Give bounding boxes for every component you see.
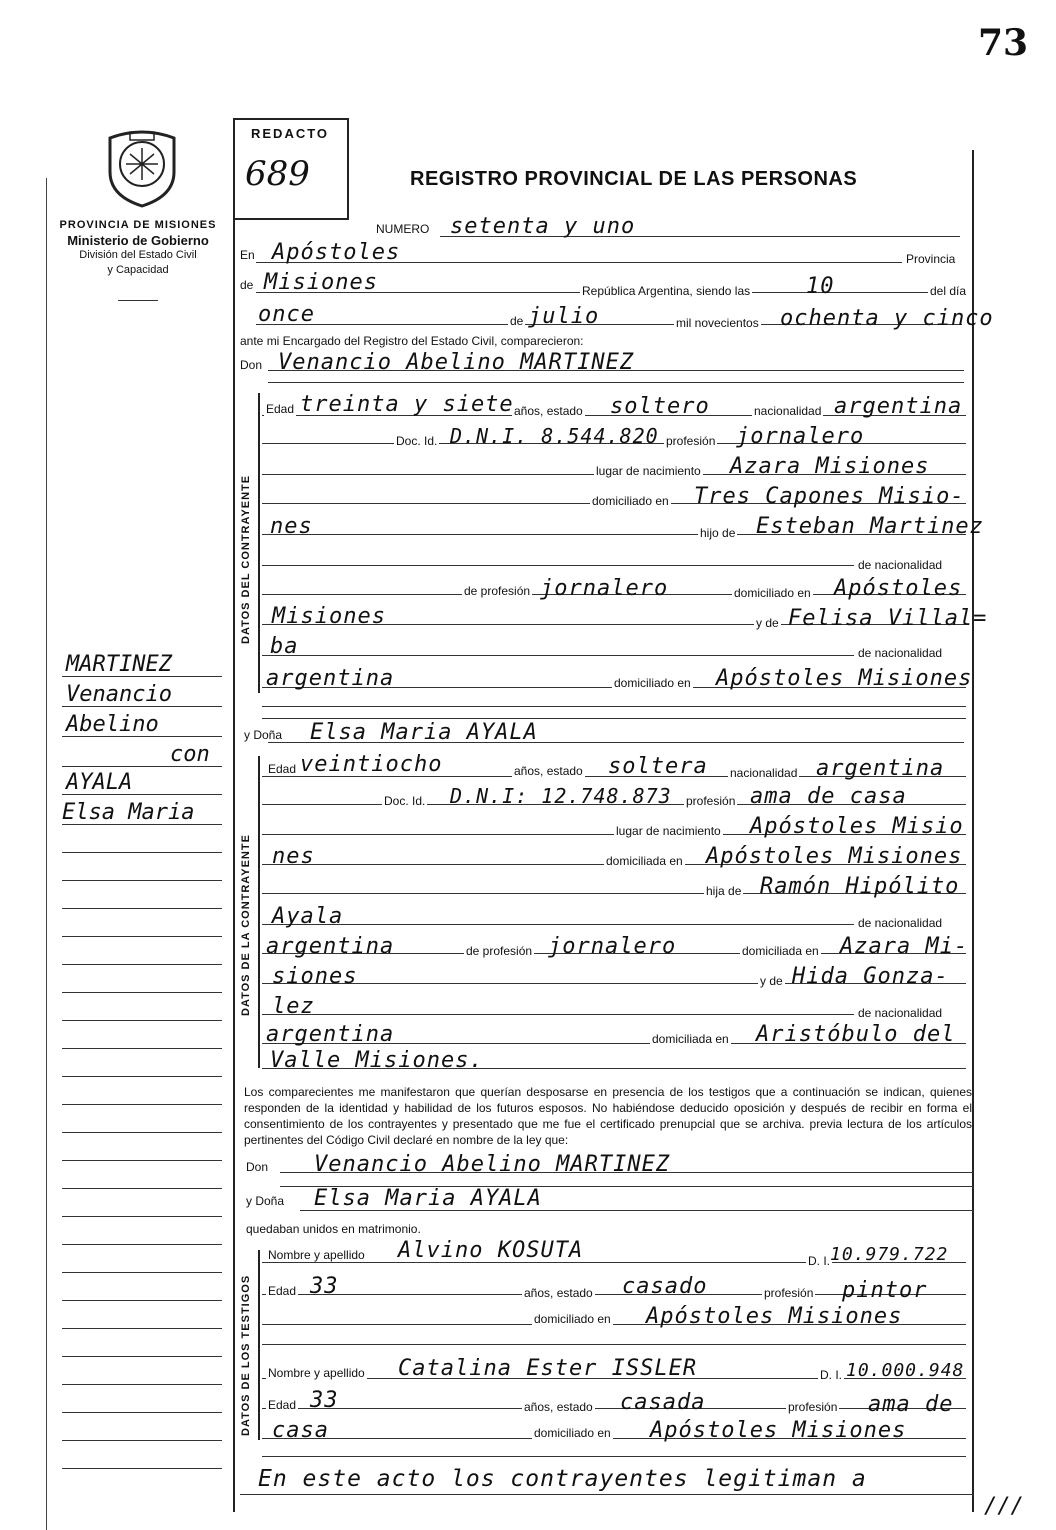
mes-value: julio (528, 304, 600, 329)
margin-rule (62, 1020, 222, 1021)
c-estado-value: soltero (610, 394, 710, 419)
margin-rule (62, 1104, 222, 1105)
contrayente-bracket (258, 393, 260, 693)
c-madre-label: y de (756, 616, 779, 630)
en-label: En (240, 248, 255, 262)
republica-label: República Argentina, siendo las (582, 284, 751, 298)
last-line-value: En este acto los contrayentes legitiman a (258, 1466, 867, 1492)
c-madre-dom-label: domiciliado en (614, 676, 691, 690)
e-madre2-value: lez (272, 994, 315, 1019)
margin-rule (62, 1076, 222, 1077)
e-nac-label: nacionalidad (730, 766, 798, 780)
e-madre-dom-label: domiciliada en (652, 1032, 729, 1046)
t2-di-label: D. I. (820, 1368, 843, 1382)
margin-rule (62, 824, 222, 825)
margin-rule (62, 1188, 222, 1189)
c-dom-label: domiciliado en (592, 494, 669, 508)
org-line-2: Ministerio de Gobierno (67, 233, 209, 248)
t1-di-label: D. I. (808, 1254, 831, 1268)
margin-rule (62, 1356, 222, 1357)
c-padre-prof-label: de profesión (464, 584, 531, 598)
e-madre-nac-value: argentina (266, 1022, 395, 1047)
declaration-paragraph: Los comparecientes me manifestaron que querían desposarse en presencia de los testigos que a continuación se indican, quienes responden de la identidad y habilidad de los futuros esposos. No habiéndose deducido oposición y después de recibir en forma el consentimiento de los contrayentes y presentado que me fue el certificado prenupcial que se archiva. previa lectura de los artículos pertinentes del Código Civil declaré en nombre de la ley que: (244, 1085, 972, 1147)
margin-rule (62, 1160, 222, 1161)
e-madre-label: y de (760, 974, 783, 988)
e-madre1-value: Hida Gonza- (792, 964, 949, 989)
e-padre-dom2-value: siones (272, 964, 358, 989)
t2-anos-label: años, estado (524, 1400, 593, 1414)
don-label: Don (240, 358, 263, 372)
e-madre-dom2-value: Valle Misiones. (270, 1048, 484, 1073)
margin-rule (62, 1440, 222, 1441)
c-padre-dom-label: domiciliado en (734, 586, 811, 600)
rule (262, 565, 854, 566)
c-madre-nac-value: argentina (266, 666, 395, 691)
rule (262, 1014, 854, 1015)
margin-rule (62, 736, 222, 737)
margin-note-3: Abelino (66, 712, 159, 737)
right-border (972, 150, 974, 1512)
t1-anos-label: años, estado (524, 1286, 593, 1300)
margin-rule (62, 1300, 222, 1301)
hora-value: 10 (806, 274, 835, 299)
t1-nombre-label: Nombre y apellido (268, 1248, 365, 1262)
footer-mark: /// (984, 1494, 1024, 1519)
rule (262, 1344, 966, 1345)
e-padre-dom1-value: Azara Mi- (840, 934, 969, 959)
don2-label: Don (246, 1160, 269, 1174)
e-padre-prof-value: jornalero (548, 934, 677, 959)
c-edad-label: Edad (266, 402, 295, 416)
margin-rule (62, 676, 222, 677)
margin-note-2: Venancio (66, 682, 172, 707)
margin-rule (62, 908, 222, 909)
rule (262, 655, 854, 656)
c-padre-dom2-value: Misiones (272, 604, 386, 629)
e-dom-value: Apóstoles Misiones (706, 844, 963, 869)
margin-rule (62, 1132, 222, 1133)
rule (268, 382, 964, 383)
c-hijo-label: hijo de (700, 526, 736, 540)
e-lugar1-value: Apóstoles Misio (750, 814, 964, 839)
margin-rule (62, 1468, 222, 1469)
c-anos-label: años, estado (514, 404, 583, 418)
c-edad-value: treinta y siete (300, 392, 514, 417)
redacto-box (233, 118, 349, 220)
org-line-4: y Capacidad (107, 264, 169, 276)
t1-prof-value: pintor (842, 1278, 928, 1303)
contrayenta-side-label: DATOS DE LA CONTRAYENTE (240, 834, 252, 1016)
t1-dom-value: Apóstoles Misiones (646, 1304, 903, 1329)
margin-rule (62, 992, 222, 993)
t2-prof-label: profesión (788, 1400, 838, 1414)
e-lugar-label: lugar de nacimiento (616, 824, 721, 838)
e-edad-label: Edad (268, 762, 297, 776)
e-padre-nac-value: argentina (266, 934, 395, 959)
org-divider (118, 300, 158, 301)
testigos-bracket (258, 1250, 260, 1440)
margin-note-6: Elsa Maria (62, 800, 195, 825)
margin-rule (62, 1328, 222, 1329)
c-prof-value: jornalero (736, 424, 865, 449)
e-padre-nac-label: de nacionalidad (858, 916, 943, 930)
e-dom-label: domiciliada en (606, 854, 683, 868)
margin-rule (62, 706, 222, 707)
c-doc-value: D.N.I. 8.544.820 (450, 424, 659, 448)
redacto-value: 689 (245, 154, 310, 194)
c-madre2-value: ba (270, 634, 299, 659)
margin-rule (62, 1216, 222, 1217)
provincia-value: Misiones (264, 270, 378, 295)
anio-value: ochenta y cinco (780, 306, 994, 331)
t1-prof-label: profesión (764, 1286, 814, 1300)
redacto-label: REDACTO (251, 126, 330, 141)
margin-rule (62, 880, 222, 881)
t2-prof2-value: casa (272, 1418, 329, 1443)
del-dia-label: del día (930, 284, 967, 298)
e-madre-dom1-value: Aristóbulo del (756, 1022, 956, 1047)
c-doc-label: Doc. Id. (396, 434, 438, 448)
t1-dom-label: domiciliado en (534, 1312, 611, 1326)
lugar-value: Apóstoles (272, 240, 401, 265)
c-padre-value: Esteban Martinez (756, 514, 984, 539)
e-edad-value: veintiocho (300, 752, 443, 777)
margin-rule (62, 794, 222, 795)
contrayente-side-label: DATOS DEL CONTRAYENTE (240, 474, 252, 644)
e-hija-label: hija de (706, 884, 742, 898)
rule (262, 718, 966, 719)
dona-value: Elsa Maria AYALA (310, 720, 538, 745)
rule (262, 1456, 966, 1457)
t2-nombre-value: Catalina Ester ISSLER (398, 1356, 698, 1381)
rule (262, 924, 854, 925)
e-doc-label: Doc. Id. (384, 794, 426, 808)
provincia-label: Provincia (906, 252, 956, 266)
margin-note-5: AYALA (66, 770, 133, 795)
margin-rule (62, 1048, 222, 1049)
e-padre2-value: Ayala (272, 904, 344, 929)
e-estado-value: soltera (608, 754, 708, 779)
dona-label: y Doña (244, 728, 283, 742)
t2-estado-value: casada (620, 1390, 706, 1415)
rule (262, 1408, 966, 1409)
t1-di-value: 10.979.722 (830, 1244, 949, 1265)
dona2-label: y Doña (246, 1194, 285, 1208)
margin-rule (62, 1244, 222, 1245)
c-padre-prof-value: jornalero (540, 576, 669, 601)
margin-rule (62, 852, 222, 853)
t1-edad-label: Edad (268, 1284, 297, 1298)
mil-label: mil novecientos (676, 316, 759, 330)
org-line-1: PROVINCIA DE MISIONES (59, 219, 217, 231)
e-prof-label: profesión (686, 794, 736, 808)
t2-prof1-value: ama de (868, 1392, 954, 1417)
don-value: Venancio Abelino MARTINEZ (278, 350, 635, 375)
c-dom1-value: Tres Capones Misio- (694, 484, 965, 509)
c-nac-value: argentina (834, 394, 963, 419)
e-padre-dom-label: domiciliada en (742, 944, 819, 958)
provincial-seal-icon (104, 124, 180, 208)
t2-di-value: 10.000.948 (846, 1360, 965, 1381)
t2-dom-label: domiciliado en (534, 1426, 611, 1440)
margin-note-1: MARTINEZ (66, 652, 172, 677)
quedaban-label: quedaban unidos en matrimonio. (246, 1222, 421, 1236)
e-padre-prof-label: de profesión (466, 944, 533, 958)
org-line-3: División del Estado Civil (79, 249, 197, 261)
dona2-value: Elsa Maria AYALA (314, 1186, 542, 1211)
numero-label: NUMERO (376, 222, 430, 236)
c-dom2-value: nes (270, 514, 313, 539)
rule (240, 1494, 974, 1495)
c-madre-dom-value: Apóstoles Misiones (716, 666, 973, 691)
t1-estado-value: casado (622, 1274, 708, 1299)
page-title: REGISTRO PROVINCIAL DE LAS PERSONAS (410, 168, 858, 190)
margin-rule (62, 964, 222, 965)
issuing-organization (48, 218, 228, 278)
t2-nombre-label: Nombre y apellido (268, 1366, 365, 1380)
c-nac-label: nacionalidad (754, 404, 822, 418)
c-lugar-label: lugar de nacimiento (596, 464, 701, 478)
c-padre-nac-label: de nacionalidad (858, 558, 943, 572)
page-number: 73 (978, 22, 1029, 64)
numero-value: setenta y uno (450, 214, 636, 239)
t2-edad-label: Edad (268, 1398, 297, 1412)
don2-value: Venancio Abelino MARTINEZ (314, 1152, 671, 1177)
margin-note-4: con (170, 742, 210, 767)
margin-rule (62, 936, 222, 937)
ante-label: ante mi Encargado del Registro del Estado Civil, comparecieron: (240, 334, 584, 348)
dia-value: once (258, 302, 315, 327)
margin-rule (62, 1412, 222, 1413)
t2-edad-value: 33 (310, 1388, 339, 1413)
de-month-label: de (510, 314, 524, 328)
testigos-side-label: DATOS DE LOS TESTIGOS (240, 1274, 252, 1436)
e-madre-nac-label: de nacionalidad (858, 1006, 943, 1020)
e-lugar2-value: nes (272, 844, 315, 869)
de-label: de (240, 278, 254, 292)
e-padre1-value: Ramón Hipólito (760, 874, 960, 899)
t1-edad-value: 33 (310, 1274, 339, 1299)
margin-rule (62, 766, 222, 767)
c-lugar-value: Azara Misiones (730, 454, 930, 479)
contrayenta-bracket (258, 756, 260, 1068)
c-madre1-value: Felisa Villal= (788, 606, 988, 631)
outer-left-border (46, 178, 47, 1530)
e-anos-label: años, estado (514, 764, 583, 778)
c-madre-nac-label: de nacionalidad (858, 646, 943, 660)
e-prof-value: ama de casa (750, 784, 907, 809)
t2-dom-value: Apóstoles Misiones (650, 1418, 907, 1443)
e-nac-value: argentina (816, 756, 945, 781)
c-padre-dom1-value: Apóstoles (834, 576, 963, 601)
margin-rule (62, 1384, 222, 1385)
t1-nombre-value: Alvino KOSUTA (398, 1238, 584, 1263)
margin-rule (62, 1272, 222, 1273)
e-doc-value: D.N.I: 12.748.873 (450, 784, 672, 808)
c-prof-label: profesión (666, 434, 716, 448)
rule (262, 706, 966, 707)
left-border (233, 216, 235, 1512)
